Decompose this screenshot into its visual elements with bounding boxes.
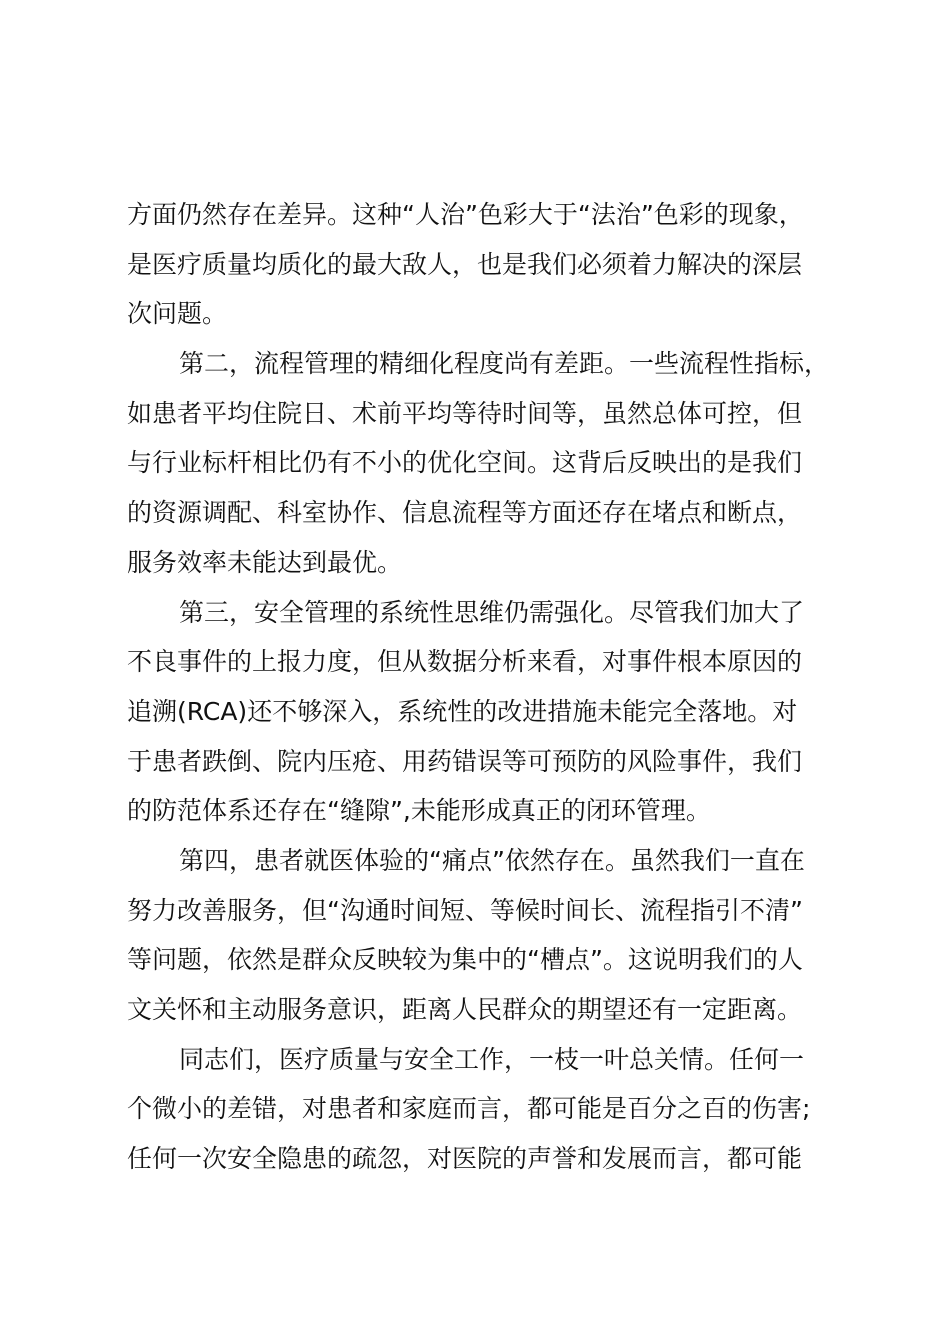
text-line: 于患者跌倒、院内压疮、用药错误等可预防的风险事件，我们 xyxy=(127,746,803,776)
text-line: 次问题。 xyxy=(127,299,228,329)
text-line: 任何一次安全隐患的疏忽，对医院的声誉和发展而言，都可能 xyxy=(127,1144,803,1174)
text-line: 如患者平均住院日、术前平均等待时间等，虽然总体可控，但 xyxy=(127,398,803,428)
paragraph-start-line: 第二，流程管理的精细化程度尚有差距。一些流程性指标， xyxy=(179,349,830,379)
text-line: 方面仍然存在差异。这种“人治”色彩大于“法治”色彩的现象， xyxy=(127,200,804,229)
body-text xyxy=(127,190,867,1184)
text-line: 与行业标杆相比仍有不小的优化空间。这背后反映出的是我们 xyxy=(127,448,803,478)
paragraph-start-line: 第四，患者就医体验的“痛点”依然存在。虽然我们一直在 xyxy=(179,845,805,875)
text-line: 文关怀和主动服务意识，距离人民群众的期望还有一定距离。 xyxy=(127,995,803,1024)
text-line: 等问题，依然是群众反映较为集中的“槽点”。这说明我们的人 xyxy=(127,945,803,975)
text-line: 的资源调配、科室协作、信息流程等方面还存在堵点和断点， xyxy=(127,498,803,528)
paragraph-start-line: 同志们，医疗质量与安全工作，一枝一叶总关情。任何一 xyxy=(179,1044,805,1074)
text-line: 追溯(RCA)还不够深入，系统性的改进措施未能完全落地。对 xyxy=(127,696,798,726)
text-line: 是医疗质量均质化的最大敌人，也是我们必须着力解决的深层 xyxy=(127,249,803,279)
paragraph-start-line: 第三，安全管理的系统性思维仍需强化。尽管我们加大了 xyxy=(179,597,805,627)
text-line: 服务效率未能达到最优。 xyxy=(127,547,403,577)
text-line: 不良事件的上报力度，但从数据分析来看，对事件根本原因的 xyxy=(127,647,803,677)
text-line: 个微小的差错，对患者和家庭而言，都可能是百分之百的伤害; xyxy=(127,1094,811,1124)
text-line: 努力改善服务，但“沟通时间短、等候时间长、流程指引不清” xyxy=(127,895,803,925)
text-line: 的防范体系还存在“缝隙”,未能形成真正的闭环管理。 xyxy=(127,796,711,826)
